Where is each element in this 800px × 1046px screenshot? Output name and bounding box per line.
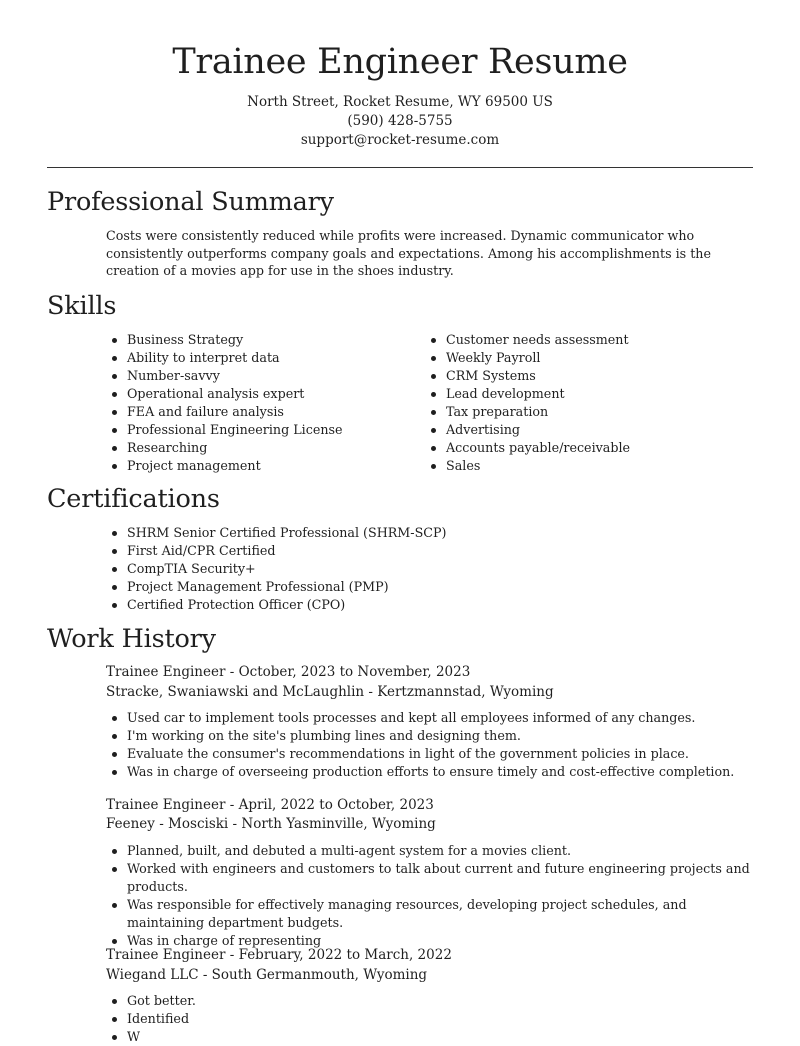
certification-item: SHRM Senior Certified Professional (SHRM-SCP) (106, 524, 446, 542)
work-history-heading: Work History (47, 624, 216, 654)
job-company-location: Wiegand LLC - South Germanmouth, Wyoming (106, 967, 428, 983)
skill-item: Accounts payable/receivable (425, 439, 630, 457)
job-bullet: Used car to implement tools processes and kept all employees informed of any changes. (106, 709, 734, 727)
header-divider (47, 167, 753, 168)
job-bullets (106, 842, 756, 950)
job-bullet: Identified (106, 1010, 196, 1028)
skill-item: Number-savvy (106, 367, 343, 385)
job-bullet: Was in charge of representing (106, 932, 756, 950)
job-bullet: W (106, 1028, 196, 1046)
resume-title: Trainee Engineer Resume (172, 42, 628, 82)
certifications-list (106, 524, 446, 614)
certification-item: CompTIA Security+ (106, 560, 446, 578)
skill-item: Lead development (425, 385, 630, 403)
job-title-dates: Trainee Engineer - October, 2023 to November, 2023 (106, 664, 471, 680)
skill-item: CRM Systems (425, 367, 630, 385)
skill-item: Professional Engineering License (106, 421, 343, 439)
contact-block (0, 93, 800, 151)
skill-item: Advertising (425, 421, 630, 439)
contact-phone: (590) 428-5755 (347, 113, 453, 130)
contact-email: support@rocket-resume.com (300, 132, 500, 149)
certification-item: Project Management Professional (PMP) (106, 578, 446, 596)
job-bullet: Planned, built, and debuted a multi-agent system for a movies client. (106, 842, 756, 860)
job-company-location: Feeney - Mosciski - North Yasminville, Wyoming (106, 816, 436, 832)
contact-address: North Street, Rocket Resume, WY 69500 US (247, 94, 553, 110)
skills-list-left (106, 331, 343, 475)
skill-item: Project management (106, 457, 343, 475)
job-bullets (106, 709, 734, 781)
job-bullets (106, 992, 196, 1046)
skill-item: Customer needs assessment (425, 331, 630, 349)
skill-item: Tax preparation (425, 403, 630, 421)
skill-item: FEA and failure analysis (106, 403, 343, 421)
job-bullet: Was responsible for effectively managing resources, developing project schedules, and maintaining department budgets. (106, 896, 756, 932)
summary-heading: Professional Summary (47, 187, 334, 217)
job-title-dates: Trainee Engineer - April, 2022 to October, 2023 (106, 797, 434, 813)
skills-list-right (425, 331, 630, 475)
job-bullet: Worked with engineers and customers to talk about current and future engineering projects and products. (106, 860, 756, 896)
certification-item: Certified Protection Officer (CPO) (106, 596, 446, 614)
skill-item: Business Strategy (106, 331, 343, 349)
skill-item: Weekly Payroll (425, 349, 630, 367)
job-bullet: Got better. (106, 992, 196, 1010)
skill-item: Operational analysis expert (106, 385, 343, 403)
job-title-dates: Trainee Engineer - February, 2022 to March, 2022 (106, 947, 452, 963)
job-bullet: I'm working on the site's plumbing lines and designing them. (106, 727, 734, 745)
job-bullet: Was in charge of overseeing production efforts to ensure timely and cost-effective completion. (106, 763, 734, 781)
skill-item: Sales (425, 457, 630, 475)
summary-text: Costs were consistently reduced while profits were increased. Dynamic communicator who consistently outperforms company goals and expectations. Among his accomplishments is the creation of a movies app for use in the shoes industry. (106, 228, 711, 279)
certifications-heading: Certifications (47, 484, 220, 514)
certification-item: First Aid/CPR Certified (106, 542, 446, 560)
skill-item: Researching (106, 439, 343, 457)
skill-item: Ability to interpret data (106, 349, 343, 367)
job-company-location: Stracke, Swaniawski and McLaughlin - Kertzmannstad, Wyoming (106, 684, 554, 700)
skills-heading: Skills (47, 291, 117, 321)
job-bullet: Evaluate the consumer's recommendations in light of the government policies in place. (106, 745, 734, 763)
